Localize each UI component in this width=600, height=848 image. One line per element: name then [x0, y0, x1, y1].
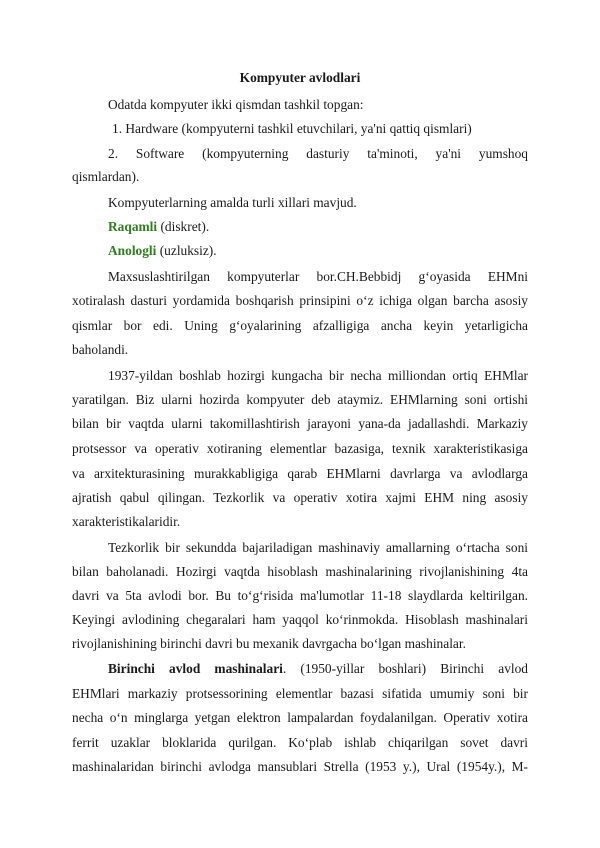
- paragraph-line: EHMlari markaziy protsessorining elementlar bazasi sifatida umumiy soni bir: [72, 686, 528, 701]
- page-title: Kompyuter avlodlari: [239, 70, 361, 85]
- paragraph-line: 1937-yildan boshlab hozirgi kungacha bir necha milliondan ortiq EHMlar: [108, 368, 528, 383]
- birinchi-text: . (1950-yillar boshlari) Birinchi avlod: [282, 661, 528, 676]
- type-analog-line: [108, 243, 217, 259]
- type-digital-line: [108, 219, 209, 235]
- paragraph-line: xotiralash dasturi yordamida boshqarish prinsipini o‘z ichiga olgan barcha asosiy: [72, 293, 528, 308]
- raqamli-text: (diskret).: [157, 219, 210, 234]
- birinchi-label: Birinchi avlod mashinalari: [108, 661, 283, 676]
- paragraph-line: xarakteristikalaridir.: [72, 514, 181, 529]
- paragraph-line: ferrit uzaklar bloklarida qurilgan. Ko‘plab ishlab chiqarilgan sovet davri: [72, 735, 528, 750]
- paragraph-line: Odatda kompyuter ikki qismdan tashkil topgan:: [108, 97, 364, 112]
- paragraph-line: rivojlanishining birinchi davri bu mexanik davrgacha bo‘lgan mashinalar.: [72, 636, 466, 651]
- paragraph-line: bilan baholanadi. Hozirgi vaqtda hisoblash mashinalarining rivojlanishining 4ta: [72, 564, 528, 579]
- paragraph-line: baholandi.: [72, 342, 129, 357]
- paragraph-line: Keyingi avlodining chegaralari ham yaqqol ko‘rinmokda. Hisoblash mashinalari: [72, 612, 528, 627]
- paragraph-line: va arxitekturasining murakkabligiga qarab EHMlarni davrlarga va avlodlarga: [72, 466, 528, 481]
- paragraph-line: mashinalaridan birinchi avlodga mansublari Strella (1953 y.), Ural (1954y.), M-: [72, 759, 528, 774]
- anologli-text: (uzluksiz).: [156, 243, 217, 258]
- list-item-hardware: 1. Hardware (kompyuterni tashkil etuvchilari, ya'ni qattiq qismlari): [112, 121, 472, 136]
- section-intro-line: [108, 661, 528, 677]
- paragraph-line: Tezkorlik bir sekundda bajariladigan mashinaviy amallarning o‘rtacha soni: [108, 540, 528, 555]
- paragraph-line: bilan bir vaqtda ularni takomillashtirish jarayoni yana-da jadallashdi. Markaziy: [72, 416, 528, 431]
- paragraph-line: Kompyuterlarning amalda turli xillari mavjud.: [108, 195, 357, 210]
- paragraph-line: Maxsuslashtirilgan kompyuterlar bor.CH.Bebbidj g‘oyasida EHMni: [108, 269, 528, 284]
- paragraph-line: davri va 5ta avlodi bor. Bu to‘g‘risida ma'lumotlar 11-18 slaydlarda keltirilgan.: [72, 588, 528, 603]
- raqamli-label: Raqamli: [108, 219, 158, 234]
- paragraph-line: ajratish qabul qilingan. Tezkorlik va operativ xotira xajmi EHM ning asosiy: [72, 490, 528, 505]
- paragraph-line: protsessor va operativ xotiraning elementlar bazasiga, texnik xarakteristikasiga: [72, 441, 528, 456]
- paragraph-line: qismlardan).: [72, 169, 140, 184]
- paragraph-line: yaratilgan. Biz ularni hozirda kompyuter deb ataymiz. EHMlarning soni ortishi: [72, 392, 528, 407]
- anologli-label: Anologli: [108, 243, 157, 258]
- paragraph-line: qismlar bor edi. Uning g‘oyalarining afzalligiga ancha keyin yetarligicha: [72, 318, 528, 333]
- list-item-software: 2. Software (kompyuterning dasturiy ta'minoti, ya'ni yumshoq: [108, 146, 528, 161]
- paragraph-line: necha o‘n minglarga yetgan elektron lampalardan foydalanilgan. Operativ xotira: [72, 710, 528, 725]
